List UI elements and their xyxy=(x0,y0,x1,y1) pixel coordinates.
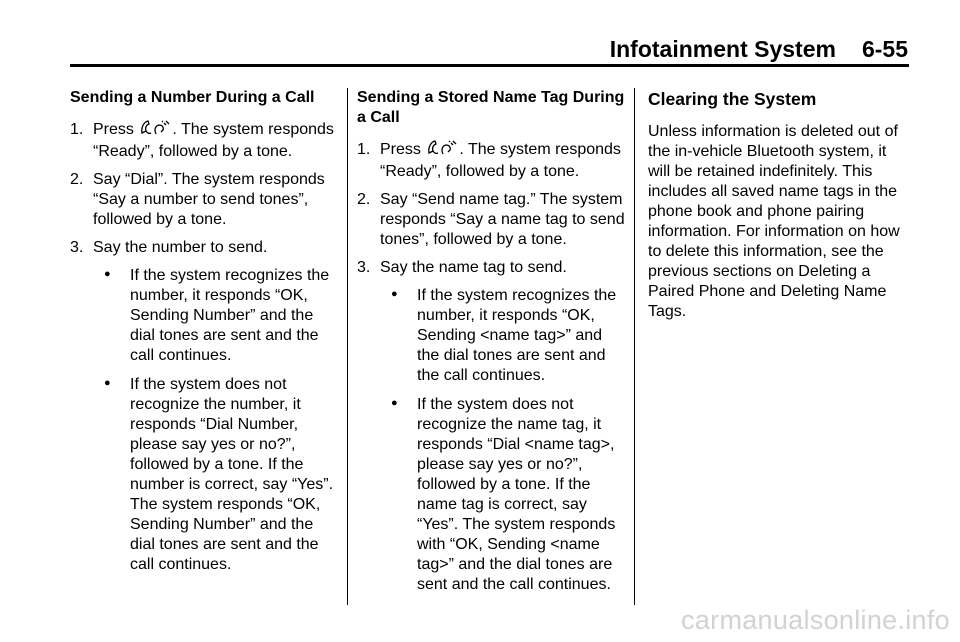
bullet-item xyxy=(391,286,625,386)
bullet-text: If the system does not recognize the name tag, it responds “Dial <name tag>, please say yes or no?”, followed by a tone. If the name tag is correct, say “Yes”. The system responds with “OK, Sending <name tag>” and the dial tones are sent and the call continues. xyxy=(417,396,616,593)
bullet-icon: ● xyxy=(104,377,111,389)
step-item xyxy=(357,140,625,182)
section-title: Infotainment System xyxy=(609,36,836,62)
step-text-pre: Press xyxy=(93,121,134,138)
bullet-item xyxy=(104,266,340,366)
section-heading: Sending a Stored Name Tag During a Call xyxy=(357,89,625,126)
section-heading: Sending a Number During a Call xyxy=(70,89,315,106)
page-header xyxy=(610,36,908,63)
bullet-item xyxy=(104,375,340,575)
column-2 xyxy=(357,88,625,604)
step-text: Say the name tag to send. xyxy=(380,259,567,276)
step-number: 2. xyxy=(357,191,371,208)
section-heading: Clearing the System xyxy=(648,89,817,109)
step-text xyxy=(380,140,625,182)
header-rule xyxy=(70,64,909,67)
step-number: 2. xyxy=(70,171,84,188)
step-item xyxy=(70,170,340,230)
phone-voice-button-icon xyxy=(140,120,170,142)
bullet-icon: ● xyxy=(391,397,398,409)
step-number: 1. xyxy=(70,121,84,138)
bullet-text: If the system recognizes the number, it responds “OK, Sending <name tag>” and the dial tones are sent and the call continues. xyxy=(417,287,617,384)
step-item xyxy=(357,258,625,278)
step-item xyxy=(357,190,625,250)
page-number: 6-55 xyxy=(861,36,908,62)
bullet-item xyxy=(391,395,625,595)
paragraph: Unless information is deleted out of the in-vehicle Bluetooth system, it will be retained indefinitely. This includes all saved name tags in the phone book and phone pairing information. For information on how to delete this information, see the previous sections on Deleting a Paired Phone and Deleting Name Tags. xyxy=(648,123,900,320)
step-item xyxy=(70,120,340,162)
column-divider xyxy=(347,88,348,605)
bullet-text: If the system does not recognize the number, it responds “Dial Number, please say yes or no?”, followed by a tone. If the number is correct, say “Yes”. The system responds “OK, Sending Number” and the dial tones are sent and the call continues. xyxy=(130,376,334,573)
column-1 xyxy=(70,88,340,584)
column-3 xyxy=(648,88,910,322)
step-text xyxy=(93,120,340,162)
step-text-post: . The system responds “Ready”, followed by a tone. xyxy=(380,141,621,180)
bullet-text: If the system recognizes the number, it responds “OK, Sending Number” and the dial tones are sent and the call continues. xyxy=(130,267,330,364)
bullet-icon: ● xyxy=(391,288,398,300)
step-text-pre: Press xyxy=(380,141,421,158)
step-item xyxy=(70,238,340,258)
phone-voice-button-icon xyxy=(427,140,457,162)
step-number: 3. xyxy=(70,239,84,256)
step-text-post: . The system responds “Ready”, followed by a tone. xyxy=(93,121,334,160)
step-number: 3. xyxy=(357,259,371,276)
bullet-icon: ● xyxy=(104,268,111,280)
step-text: Say “Dial”. The system responds “Say a number to send tones”, followed by a tone. xyxy=(93,171,325,228)
step-text: Say the number to send. xyxy=(93,239,268,256)
column-divider xyxy=(634,88,635,605)
step-number: 1. xyxy=(357,141,371,158)
step-text: Say “Send name tag.” The system responds “Say a name tag to send tones”, followed by a tone. xyxy=(380,191,625,248)
watermark: carmanualsonline.info xyxy=(681,605,950,635)
